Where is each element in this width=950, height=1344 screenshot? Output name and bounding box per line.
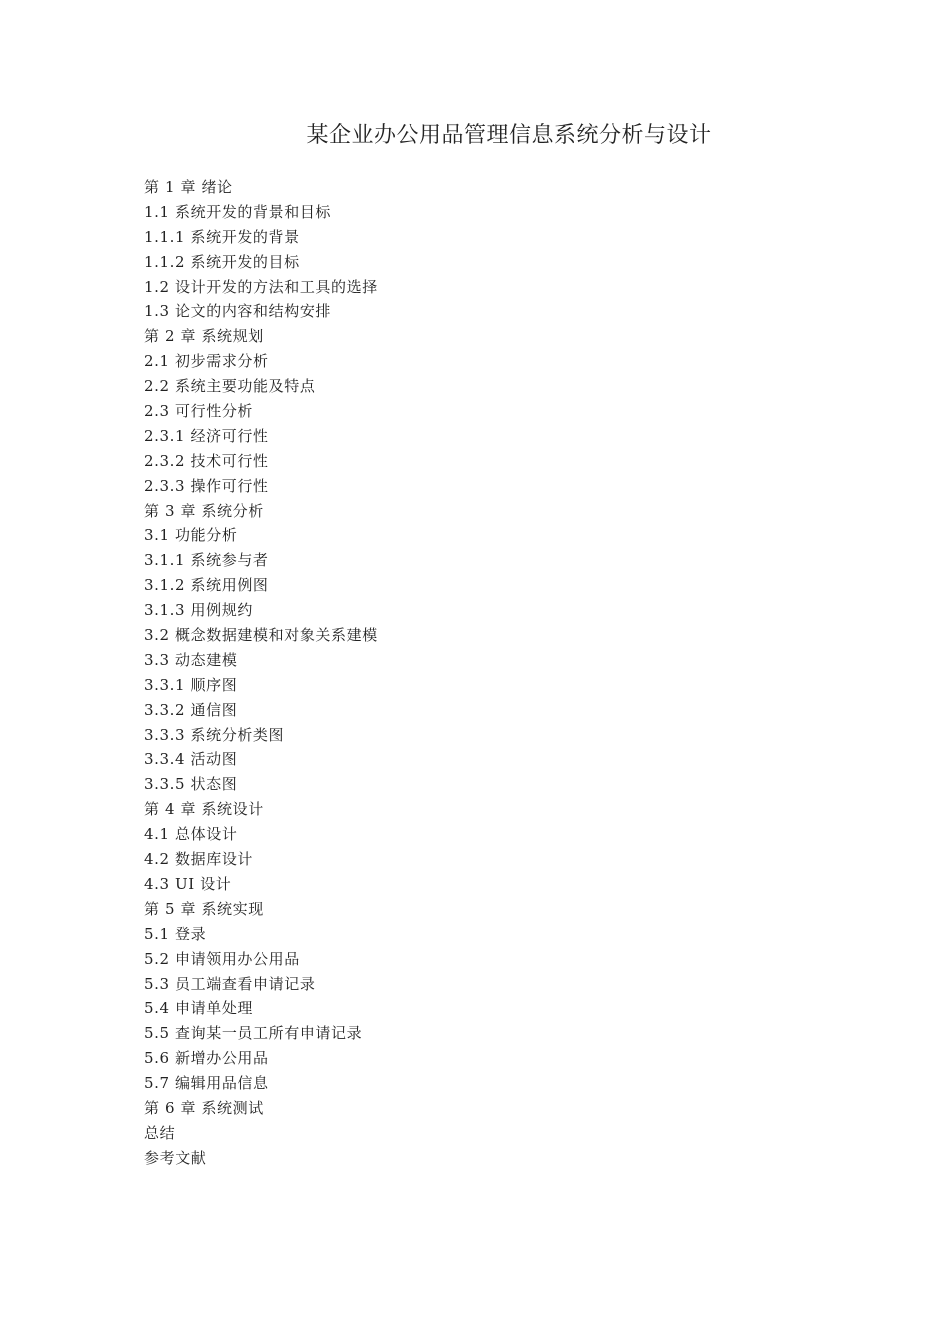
toc-entry: 5.4 申请单处理 (144, 999, 254, 1018)
toc-entry: 3.3 动态建模 (144, 650, 238, 669)
toc-entry: 第 3 章 系统分析 (144, 501, 264, 520)
toc-entry: 1.1.1 系统开发的背景 (144, 227, 300, 246)
toc-entry: 第 6 章 系统测试 (144, 1098, 264, 1117)
toc-entry: 1.3 论文的内容和结构安排 (144, 302, 332, 321)
toc-entry: 1.1.2 系统开发的目标 (144, 252, 300, 271)
toc-entry: 3.3.5 状态图 (144, 775, 238, 794)
toc-entry: 3.3.4 活动图 (144, 750, 238, 769)
toc-entry: 3.3.1 顺序图 (144, 675, 238, 694)
toc-entry: 3.3.3 系统分析类图 (144, 725, 285, 744)
toc-entry: 4.3 UI 设计 (144, 874, 232, 893)
toc-entry: 4.1 总体设计 (144, 825, 238, 844)
toc-entry: 5.3 员工端查看申请记录 (144, 974, 316, 993)
toc-entry: 5.6 新增办公用品 (144, 1049, 269, 1068)
toc-entry: 2.2 系统主要功能及特点 (144, 377, 316, 396)
toc-entry: 参考文献 (144, 1148, 207, 1167)
toc-entry: 3.2 概念数据建模和对象关系建模 (144, 626, 378, 645)
toc-entry: 第 5 章 系统实现 (144, 899, 264, 918)
table-of-contents (144, 175, 378, 1171)
toc-entry: 5.5 查询某一员工所有申请记录 (144, 1024, 363, 1043)
toc-entry: 1.2 设计开发的方法和工具的选择 (144, 277, 378, 296)
toc-entry: 3.1.3 用例规约 (144, 601, 253, 620)
toc-entry: 2.3.1 经济可行性 (144, 426, 269, 445)
toc-entry: 总结 (144, 1123, 176, 1142)
toc-entry: 2.3.2 技术可行性 (144, 451, 269, 470)
toc-entry: 4.2 数据库设计 (144, 850, 254, 869)
toc-entry: 3.3.2 通信图 (144, 700, 238, 719)
toc-entry: 3.1.2 系统用例图 (144, 576, 269, 595)
toc-entry: 3.1 功能分析 (144, 526, 238, 545)
toc-entry: 3.1.1 系统参与者 (144, 551, 269, 570)
toc-entry: 2.3.3 操作可行性 (144, 476, 269, 495)
toc-entry: 2.3 可行性分析 (144, 402, 254, 421)
toc-entry: 第 4 章 系统设计 (144, 800, 264, 819)
toc-entry: 第 1 章 绪论 (144, 178, 233, 196)
toc-entry: 5.1 登录 (144, 924, 207, 943)
toc-entry: 1.1 系统开发的背景和目标 (144, 202, 332, 221)
document-title: 某企业办公用品管理信息系统分析与设计 (306, 123, 712, 148)
toc-entry: 5.2 申请领用办公用品 (144, 949, 300, 968)
toc-entry: 2.1 初步需求分析 (144, 352, 269, 371)
toc-entry: 第 2 章 系统规划 (144, 327, 264, 346)
toc-entry: 5.7 编辑用品信息 (144, 1074, 269, 1093)
